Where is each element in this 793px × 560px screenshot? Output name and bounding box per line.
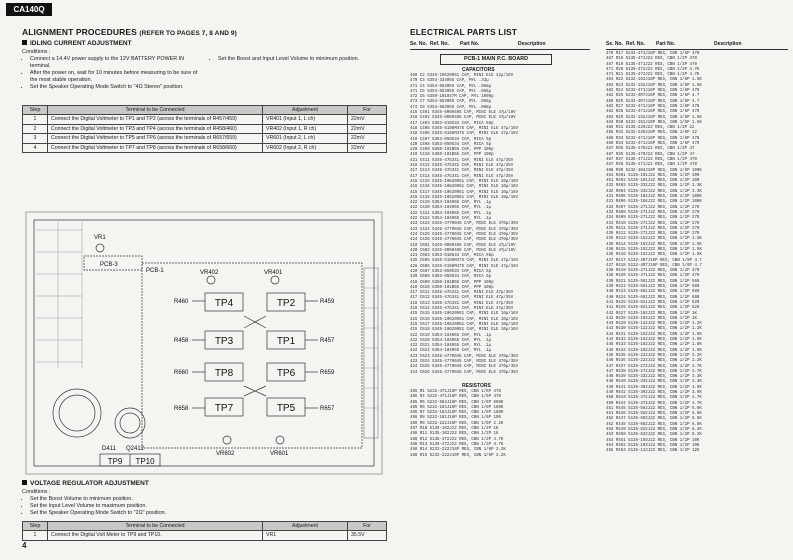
alignment-title [22,27,237,37]
condition-item: • Set the Speaker Operating Mode Switch to "4Ω Stereo" position. [30,84,202,91]
label-r460: R460 [174,299,189,305]
col-adjustment: Adjustment [263,522,348,531]
list-item: 431 R405 5135-104J22 RES, CBN 1/2P 100K [606,195,702,200]
list-item: 451 R445 5135-562J22 RES, CBN 1/2P 5.6K [606,406,702,411]
list-item: 438 R420 5135-471J22 RES, CBN 1/2P 470 [606,274,700,279]
table-row [23,134,387,144]
list-item: 418 C614 5345-47G341 CAP, MINI ELE 47µ/35V [410,307,514,312]
label-r660: R660 [174,370,189,376]
list-item: 451 R402 5135-101J22 RES, CBN 1/2P 100 [606,179,700,184]
voltage-table [22,521,387,541]
list-item: 453 R449 5135-822J22 RES, CBN 1/2P 8.2K [606,428,702,433]
cell-adjustment: VR601 (Input 2, L ch) [263,134,348,144]
idling-heading [22,40,132,47]
list-item: 442 R427 5135-102J22 RES, CBN 1/2P 1K [606,311,697,316]
resistors-heading: RESISTORS [462,383,491,389]
list-item: 484 R22 5232-152J16P RES, CBN 1/6P 1.5K [606,78,702,83]
list-item: 482 R28 5232-471J16P RES, CBN 1/6P 470 [606,110,700,115]
list-item: 488 R15 5232-222J16P RES, CBN 1/6P 2.2K [410,453,506,458]
cell-for: 22mV [348,143,387,153]
list-item: 448 R440 5135-332J22 RES, CBN 1/2P 3.3K [606,380,702,385]
cell-terminal: Connect the Digital Voltmeter to TP5 and TP6 (across the terminals of R657/659) [48,134,263,144]
label-q412: Q2412 [126,446,145,452]
label-vr401: VR401 [264,270,283,276]
voltage-heading-text: VOLTAGE REGULATOR ADJUSTMENT [30,480,149,487]
parts-column-mid-b [410,390,506,459]
cell-for: 22mV [348,115,387,125]
list-item: 422 C420 5354-104055 CAP, MYL .1µ [410,206,492,211]
list-item: 435 R411 5135-271J22 RES, CBN 1/2P 270 [606,226,700,231]
list-item: 436 R415 5135-152J22 RES, CBN 1/2P 1.5K [606,247,702,252]
label-tp9: TP9 [107,457,123,466]
list-item: 417 C413 5345-47G341 CAP, MINI ELE 47µ/35V [410,169,514,174]
cell-step: 4 [23,143,48,153]
table-header-row [23,522,387,531]
condition-item: • Set the Boost Volume to minimum position. [30,496,242,503]
list-item: 447 R438 5135-272J22 RES, CBN 1/2P 2.7K [606,369,702,374]
model-tag: CA140Q [6,3,52,16]
list-item: 433 R407 5135-271J22 RES, CBN 1/2P 270 [606,205,700,210]
list-item: 435 R414 5135-152J22 RES, CBN 1/2P 1.5K [606,242,702,247]
list-item: 418 C405 5345-5196M475 CAP, MINI ELE 47µ/16V [410,126,519,131]
table-row [23,115,387,125]
label-tp8: TP8 [214,368,234,379]
alignment-title-note: (REFER TO PAGES 7, 8 AND 9) [139,30,237,37]
list-item: 422 C619 5354-104055 CAP, MYL .1µ [410,333,492,338]
list-item: 447 R437 5135-272J22 RES, CBN 1/2P 2.7K [606,364,702,369]
list-item: 449 R441 5135-392J22 RES, CBN 1/2P 3.9K [606,385,702,390]
list-item: 420 C607 5353-050534 CAP, MICA 5p [410,269,492,274]
list-item: 445 R434 5135-182J22 RES, CBN 1/2P 1.8K [606,348,702,353]
cell-step: 1 [23,531,48,541]
list-item: 418 C610 5350-101B55 CAP, PPP 100p [410,285,494,290]
list-item: 418 C609 5350-101B55 CAP, PPP 100p [410,280,494,285]
col-ser-no: Se. No. [606,41,623,47]
voltage-heading [22,480,149,487]
list-item: 420 C408 5353-050534 CAP, MICA 5p [410,142,492,147]
label-vr402: VR402 [200,270,219,276]
list-item: 424 C425 5345-4770045 CAP, MINI ELE 470µ/35V [410,232,519,237]
board-title-box: PCB-1 MAIN P.C. BOARD [440,54,552,65]
parts-column-right [606,52,702,470]
col-step: Step [23,522,48,531]
list-item: 487 R19 5135-471J22 RES, CBN 1/2P 470 [606,62,697,67]
list-item: 448 R439 5135-332J22 RES, CBN 1/2P 3.3K [606,375,702,380]
parts-col-headers-mid [410,41,590,48]
list-item: 450 R443 5135-472J22 RES, CBN 1/2P 4.7K [606,396,702,401]
list-item: 485 R4 5232-471J16P RES, CBN 1/6P 470 [410,395,501,400]
cell-for: 22mV [348,134,387,144]
parts-column-mid-a [410,74,518,381]
voltage-conditions-list [22,496,242,517]
list-item: 421 C603 5353-010534 CAP, MICA 68p [410,254,494,259]
list-item: 487 R36 5135-470J22 RES, CBN 1/2P 47 [606,152,695,157]
list-item: 443 R429 5135-122J22 RES, CBN 1/2P 1.2K [606,322,702,327]
col-part-no: Part No. [460,41,480,47]
list-item: 415 C418 5345-10620951 CAP, MINI ELE 10µ/16V [410,195,519,200]
condition-item: • Connect a 14.4V power supply to the 12V BATTERY POWER IN terminal. [30,56,202,70]
cell-step: 2 [23,124,48,134]
label-r659: R659 [320,370,335,376]
list-item [410,376,518,381]
list-item: 415 C618 5345-10620951 CAP, MINI ELE 10µ/16V [410,328,519,333]
alignment-title-text: ALIGNMENT PROCEDURES [22,27,137,37]
col-terminal: Terminal to be Connected [48,522,263,531]
list-item: 455 R453 5135-123J22 RES, CBN 1/2P 12K [606,449,700,454]
condition-item: • Set the Boost and Input Level Volume to minimum position. [218,56,390,63]
list-item: 431 R406 5135-104J22 RES, CBN 1/2P 100K [606,200,702,205]
list-item: 418 C613 5345-47G341 CAP, MINI ELE 47µ/35V [410,301,514,306]
list-item: 486 R8 5232-101J16P RES, CBN 1/6P 100 [410,416,501,421]
parts-list-title: ELECTRICAL PARTS LIST [410,27,518,37]
list-item: 419 C410 5350-101B55 CAP, PPP 100p [410,153,494,158]
label-r459: R459 [320,299,335,305]
list-item: 486 R33 5232-471J16P RES, CBN 1/6P 470 [606,136,700,141]
cell-for: 35.5V [348,531,387,541]
list-item: 440 R423 5135-681J22 RES, CBN 1/2P 680 [606,290,700,295]
label-vr1: VR1 [94,235,106,241]
conditions-list-a [22,56,202,91]
list-item: 441 R425 5135-821J22 RES, CBN 1/2P 820 [606,300,700,305]
list-item: 437 R417 5132-4R7J16P RES, CBN 1/6P 4.7 [606,258,702,263]
condition-item: • Set the Input Level Volume to maximum position. [30,503,242,510]
list-item: 437 R418 5132-4R7J16P RES, CBN 1/6P 4.7 [606,263,702,268]
label-d411: D411 [102,446,116,452]
list-item: 438 R419 5135-471J22 RES, CBN 1/2P 470 [606,269,700,274]
list-item: 450 R444 5135-472J22 RES, CBN 1/2P 4.7K [606,401,702,406]
list-item: 485 R31 5135-220J22 RES, CBN 1/2P 22 [606,126,695,131]
list-item: 488 R13 5135-472J22 RES, CBN 1/2P 4.7K [410,442,504,447]
table-row [23,531,387,541]
list-item: 489 R26 5232-4R7J16P RES, CBN 1/6P 4.7 [606,99,700,104]
list-item: 416 C402 5345-6R60495 CAP, MINI ELE 47µ/10V [410,116,516,121]
label-tp10: TP10 [135,457,155,466]
col-ref-no: Ref. No. [626,41,645,47]
list-item: 482 R24 5232-471J16P RES, CBN 1/6P 470 [606,89,700,94]
list-item: 487 R18 5135-471J22 RES, CBN 1/2P 470 [606,57,697,62]
list-item: 415 C416 5345-10620951 CAP, MINI ELE 10µ/16V [410,185,519,190]
label-r457: R457 [320,338,335,344]
list-item: 485 R7 5232-184J16P RES, CBN 1/6P 180K [410,411,504,416]
cell-terminal: Connect the Digital Voltmeter to TP7 and TP8 (across the terminals of R658/660) [48,143,263,153]
list-item: 472 C6 5350-101047M CAP, MYL 1000p [410,95,494,100]
section-square-icon [22,40,27,45]
idling-table [22,105,387,153]
list-item: 417 C414 5345-47G341 CAP, MINI ELE 47µ/35V [410,174,514,179]
list-item: 482 R27 5232-471J16P RES, CBN 1/6P 470 [606,104,700,109]
list-item: 423 C624 5345-4770045 CAP, MINI ELE 470µ/35V [410,360,519,365]
label-r458: R458 [174,338,189,344]
col-for: For [348,522,387,531]
list-item: 449 R442 5135-392J22 RES, CBN 1/2P 3.9K [606,391,702,395]
col-description: Description [518,41,546,47]
list-item: 426 C606 5345-5196M475 CAP, MINI ELE 47µ/16V [410,264,519,269]
col-for: For [348,106,387,115]
label-pcb3: PCB-3 [100,262,118,268]
list-item: 487 R37 5135-471J22 RES, CBN 1/2P 470 [606,157,697,162]
col-step: Step [23,106,48,115]
list-item: 444 R431 5135-152J22 RES, CBN 1/2P 1.5K [606,332,702,337]
list-item: 424 C625 5345-4770045 CAP, MINI ELE 470µ/35V [410,365,519,370]
condition-item: • After the power on, wait for 10 minutes before measuring to be sure of the most stable operation. [30,70,202,84]
list-item: 482 R25 5232-4R7J16P RES, CBN 1/6P 4.7 [606,94,700,99]
list-item: 487 R38 5135-471J22 RES, CBN 1/2P 470 [606,163,697,168]
list-item: 488 R14 5232-222J16P RES, CBN 1/6P 2.2K [410,448,506,453]
list-item: 432 R404 5135-332J22 RES, CBN 1/2P 3.3K [606,189,702,194]
list-item: 415 C415 5345-10620951 CAP, MINI ELE 10µ/16V [410,179,519,184]
idling-conditions [22,49,202,91]
list-item: 419 C407 5353-050534 CAP, MICA 5p [410,137,492,142]
col-ser-no: Se. No. [410,41,427,47]
list-item: 483 R30 5232-152J16P RES, CBN 1/6P 1.5K [606,120,702,125]
list-item: 439 R421 5135-561J22 RES, CBN 1/2P 560 [606,279,700,284]
conditions-list-b [210,56,390,63]
header-rule [410,49,590,50]
list-item: 485 R5 5232-564J16P RES, CBN 1/6P 560K [410,400,504,405]
list-item: 452 R447 5135-682J22 RES, CBN 1/2P 6.8K [606,417,702,422]
col-adjustment: Adjustment [263,106,348,115]
list-item: 454 R452 5135-103J22 RES, CBN 1/2P 10K [606,443,700,448]
list-item: 451 R446 5135-562J22 RES, CBN 1/2P 5.6K [606,412,702,417]
list-item: 454 R451 5135-103J22 RES, CBN 1/2P 10K [606,438,700,443]
list-item: 434 R410 5135-271J22 RES, CBN 1/2P 270 [606,221,700,226]
label-tp3: TP3 [214,336,234,347]
list-item: 422 C621 5354-104055 CAP, MYL .1µ [410,344,492,349]
list-item: 442 R428 5135-102J22 RES, CBN 1/2P 1K [606,316,697,321]
label-tp6: TP6 [276,368,296,379]
label-tp1: TP1 [276,336,296,347]
col-terminal: Terminal to be Connected [48,106,263,115]
condition-item: • Set the Speaker Operating Mode Switch to "2Ω" position. [30,510,242,517]
list-item: 425 C605 5345-5196M475 CAP, MINI ELE 47µ/16V [410,259,519,264]
list-item: 486 R9 5232-222J16P RES, CBN 1/6P 2.2K [410,421,504,426]
list-item: 487 R10 5135-102J22 RES, CBN 1/2P 1K [410,427,499,432]
list-item: 424 C626 5345-4770045 CAP, MINI ELE 470µ/35V [410,370,519,375]
list-item: 486 R34 5232-471J16P RES, CBN 1/6P 470 [606,142,700,147]
list-item: 419 C601 5345-6R60495 CAP, MINI ELE 47µ/10V [410,243,516,248]
label-tp4: TP4 [214,298,234,309]
list-item: 485 R1 5232-471J16P RES, CBN 1/6P 470 [410,390,501,394]
header-rule [606,49,788,50]
idling-heading-text: IDLING CURRENT ADJUSTMENT [30,40,132,47]
list-item: 422 C422 5354-104055 CAP, MYL .1µ [410,217,492,222]
list-item: 473 C7 5354-683055 CAP, MYL .068µ [410,100,492,105]
list-item: 445 R433 5135-182J22 RES, CBN 1/2P 1.8K [606,343,702,348]
list-item: 415 C616 5345-10620951 CAP, MINI ELE 10µ/16V [410,317,519,322]
cell-terminal: Connect the Digital Volt Meter to TP9 and TP10. [48,531,263,541]
list-item: 415 C401 5345-6R60495 CAP, MINI ELE 47µ/10V [410,111,516,116]
list-item: 486 R32 5232-220J16P RES, CBN 1/6P 22 [606,131,697,136]
conditions-label: Conditions : [22,49,51,55]
label-tp2: TP2 [276,298,296,309]
cell-adjustment: VR602 (Input 2, R ch) [263,143,348,153]
list-item: 439 R422 5135-561J22 RES, CBN 1/2P 560 [606,285,700,290]
list-item: 474 C8 5354-683055 CAP, MYL .068µ [410,105,492,110]
section-square-icon [22,480,27,485]
label-r657: R657 [320,406,335,412]
cell-adjustment: VR401 (Input 1, L ch) [263,115,348,125]
list-item: 483 R23 5232-152J16P RES, CBN 1/6P 1.5K [606,83,702,88]
list-item: 432 R403 5135-332J22 RES, CBN 1/2P 3.3K [606,184,702,189]
list-item: 441 R426 5135-821J22 RES, CBN 1/2P 820 [606,306,700,311]
label-r658: R658 [174,406,189,412]
list-item: 423 C423 5345-4770045 CAP, MINI ELE 470µ/35V [410,222,519,227]
board-diagram [22,208,387,478]
list-item: 422 C622 5354-104055 CAP, MYL .1µ [410,349,492,354]
table-row [23,143,387,153]
list-item: 415 C417 5345-10620951 CAP, MINI ELE 10µ/16V [410,190,519,195]
list-item: 488 R39 5232-104J16P RES, CBN 1/6P 100K [606,168,702,173]
list-item: 420 C608 5353-050534 CAP, MICA 5p [410,275,492,280]
list-item: 488 R11 5135-102J22 RES, CBN 1/2P 1K [410,432,499,437]
cell-adjustment: VR1 [263,531,348,541]
voltage-conditions [22,489,242,517]
list-item: 487 R35 5135-470J22 RES, CBN 1/2P 47 [606,147,695,152]
label-pcb1: PCB-1 [146,268,164,274]
list-item: 422 C419 5354-104055 CAP, MYL .1µ [410,201,492,206]
list-item: 446 R436 5135-222J22 RES, CBN 1/2P 2.2K [606,359,702,364]
cell-terminal: Connect the Digital Voltmeter to TP1 and TP2 (across the terminals of R457/459) [48,115,263,125]
list-item: 415 C615 5345-10620951 CAP, MINI ELE 10µ/16V [410,312,519,317]
list-item: 436 R416 5135-152J22 RES, CBN 1/2P 1.5K [606,253,702,258]
list-item: 421 C411 5345-47G341 CAP, MINI ELE 47µ/35V [410,158,514,163]
list-item: 417 C612 5345-47G341 CAP, MINI ELE 47µ/35V [410,296,514,301]
col-ref-no: Ref. No. [430,41,449,47]
list-item: 446 R435 5135-222J22 RES, CBN 1/2P 2.2K [606,353,702,358]
list-item: 424 C426 5345-4770045 CAP, MINI ELE 470µ/35V [410,238,519,243]
table-header-row [23,106,387,115]
list-item: 418 C406 5345-5196M475 CAP, MINI ELE 47µ/16V [410,132,519,137]
list-item: 452 R448 5135-682J22 RES, CBN 1/2P 6.8K [606,422,702,427]
list-item: 433 R408 5135-271J22 RES, CBN 1/2P 270 [606,210,700,215]
list-item [606,465,702,470]
list-item: 470 C3 5354-334055 CAP, MYL .33µ [410,79,489,84]
cell-adjustment: VR402 (Input 1, R ch) [263,124,348,134]
col-description: Description [714,41,742,47]
list-item: 423 C424 5345-4770045 CAP, MINI ELE 470µ/35V [410,227,519,232]
list-item: 415 C617 5345-10620951 CAP, MINI ELE 10µ/16V [410,322,519,327]
list-item: 485 R6 5232-184J16P RES, CBN 1/6P 180K [410,405,504,410]
list-item: 471 C4 5354-683055 CAP, MYL .068µ [410,84,492,89]
table-row [23,124,387,134]
list-item: 417 C403 5353-010534 CAP, MICA 68p [410,121,494,126]
list-item: 440 R424 5135-681J22 RES, CBN 1/2P 680 [606,295,700,300]
cell-step: 1 [23,115,48,125]
cell-for: 22mV [348,124,387,134]
list-item: 435 R413 5135-152J22 RES, CBN 1/2P 1.5K [606,237,702,242]
list-item: 443 R430 5135-122J22 RES, CBN 1/2P 1.2K [606,327,702,332]
idling-conditions-b [210,56,390,63]
list-item: 422 C620 5354-104055 CAP, MYL .1µ [410,338,492,343]
label-tp5: TP5 [276,403,296,414]
list-item: 453 R450 5135-822J22 RES, CBN 1/2P 8.2K [606,433,702,438]
list-item: 444 R432 5135-152J22 RES, CBN 1/2P 1.5K [606,338,702,343]
list-item: 451 R401 5135-101J22 RES, CBN 1/2P 100 [606,173,700,178]
capacitors-heading: CAPACITORS [462,67,495,73]
list-item: 423 C623 5345-4770045 CAP, MINI ELE 470µ/35V [410,354,519,359]
list-item: 422 C421 5354-104055 CAP, MYL .1µ [410,211,492,216]
label-tp7: TP7 [214,403,234,414]
list-item: 476 R17 5232-471J16P RES, CBN 1/6P 470 [606,52,700,56]
label-vr601: VR601 [270,451,289,457]
list-item: 420 C409 5350-101B55 CAP, PPP 100p [410,148,494,153]
label-vr602: VR602 [216,451,235,457]
page-number: 4 [22,541,27,550]
cell-terminal: Connect the Digital Voltmeter to TP3 and TP4 (across the terminals of R458/460) [48,124,263,134]
list-item: 434 R409 5135-271J22 RES, CBN 1/2P 270 [606,216,700,221]
list-item: 469 C2 5345-10620951 CAP, MINI ELE 22µ/16V [410,74,514,78]
list-item: 471 R21 5135-472J22 RES, CBN 1/2P 4.7K [606,73,700,78]
list-item: 416 C412 5345-47G341 CAP, MINI ELE 47µ/35V [410,164,514,169]
list-item: 420 C602 5345-6R60495 CAP, MINI ELE 47µ/10V [410,248,516,253]
list-item: 417 C611 5345-47G341 CAP, MINI ELE 47µ/35V [410,291,514,296]
conditions-label: Conditions : [22,489,51,495]
list-item: 435 R412 5135-271J22 RES, CBN 1/2P 270 [606,232,700,237]
col-part-no: Part No. [656,41,676,47]
list-item: 488 R12 5135-472J22 RES, CBN 1/2P 4.7K [410,437,504,442]
list-item: 471 R20 5135-472J22 RES, CBN 1/2P 4.7K [606,67,700,72]
parts-col-headers-right [606,41,788,48]
list-item: 471 C5 5354-683055 CAP, MYL .068µ [410,89,492,94]
cell-step: 3 [23,134,48,144]
list-item: 483 R29 5232-152J16P RES, CBN 1/6P 1.5K [606,115,702,120]
